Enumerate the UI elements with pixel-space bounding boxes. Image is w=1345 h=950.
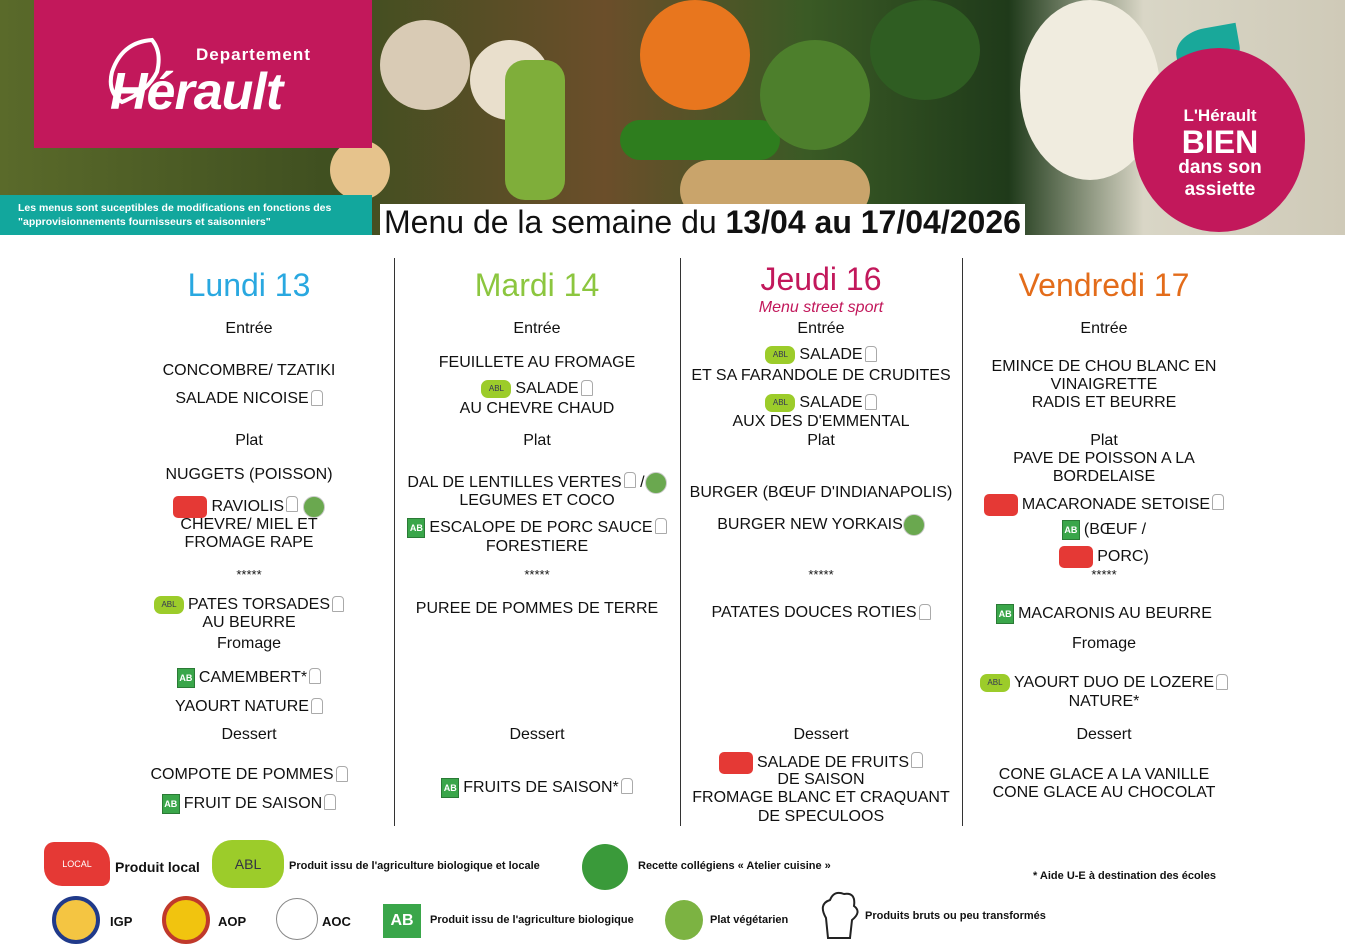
igp-icon [52,896,100,944]
asparagus-image [505,60,565,200]
menu-item: CONE GLACE A LA VANILLE [998,766,1210,783]
local-product-icon [1059,546,1093,568]
day-column-mardi [395,262,679,822]
menu-item: PUREE DE POMMES DE TERRE [415,600,659,617]
chef-hat-icon [919,604,931,620]
pepper-image [640,0,750,110]
header-banner [0,0,1345,235]
menu-item: YAOURT NATURE [104,698,394,716]
chef-hat-icon [324,794,336,810]
chef-hat-icon [311,698,323,714]
legend-bruts: Produits bruts ou peu transformés [865,910,1046,922]
menu-item: AB FRUITS DE SAISON* [395,778,679,798]
menu-item: ABL PATES TORSADES [104,596,394,614]
separator: ***** [236,567,262,582]
legend-atelier: Recette collégiens « Atelier cuisine » [638,860,831,872]
ab-organic-icon: AB [383,904,421,938]
chef-hat-icon [581,380,593,396]
ab-organic-icon: AB [1062,520,1080,540]
chef-hat-icon [865,346,877,362]
abl-icon: ABL [765,346,795,364]
menu-item: AU BEURRE [202,614,296,631]
menu-item: ABL SALADE [681,394,961,412]
menu-item: AB MACARONIS AU BEURRE [963,604,1245,624]
mushroom-image [380,20,470,110]
local-product-icon [173,496,207,518]
section-label: Entrée [1080,320,1128,337]
legend-abl: Produit issu de l'agriculture biologique et locale [289,860,540,872]
day-title: Mardi 14 [474,267,600,303]
chef-hat-icon [911,752,923,768]
chef-hat-icon [1216,674,1228,690]
menu-item: BURGER (BŒUF D'INDIANAPOLIS) [689,484,953,501]
abl-icon: ABL [481,380,511,398]
abl-icon: ABL [765,394,795,412]
menu-item: ABL SALADE [681,346,961,364]
ab-organic-icon: AB [177,668,195,688]
legend-aoc: AOC [322,914,351,929]
section-label: Dessert [509,726,565,743]
slogan-line-1: L'Hérault [1183,106,1257,125]
menu-item: VINAIGRETTE [1050,376,1158,393]
broccoli-image [870,0,980,100]
logo-department-label: Departement [196,45,311,64]
menu-item: AB CAMEMBERT* [104,668,394,688]
menu-item: AU CHEVRE CHAUD [459,400,615,417]
legend-aop: AOP [218,914,247,929]
section-label: Entrée [225,320,273,337]
menu-item: AB (BŒUF / [963,520,1245,540]
section-label: Plat [1090,432,1118,449]
day-column-jeudi [681,262,961,830]
chef-hat-icon [818,888,860,944]
menu-item: FROMAGE RAPE [184,534,314,551]
chef-hat-icon [621,778,633,794]
chef-hat-icon [655,518,667,534]
section-label: Entrée [797,320,845,337]
menu-item: BORDELAISE [1052,468,1156,485]
vegetarian-icon [303,496,325,518]
chef-hat-icon [332,596,344,612]
chef-hat-icon [865,394,877,410]
chef-hat-icon [309,668,321,684]
legend-igp: IGP [110,914,133,929]
menu-notice: Les menus sont suceptibles de modifications en fonctions des "approvisionnements fournisseurs et saisonniers" [0,195,372,235]
menu-item: NUGGETS (POISSON) [165,466,333,483]
legend-ab: Produit issu de l'agriculture biologique [430,914,634,926]
menu-item: CONCOMBRE/ TZATIKI [162,362,336,379]
title-dates: 13/04 au 17/04/2026 [725,204,1021,240]
ab-organic-icon: AB [162,794,180,814]
menu-item: DE SPECULOOS [757,808,885,825]
title-prefix: Menu de la semaine du [384,204,726,240]
menu-item: PATATES DOUCES ROTIES [681,604,961,622]
logo-name: Hérault [110,63,283,121]
menu-item: FROMAGE BLANC ET CRAQUANT [692,789,950,806]
menu-item: CHEVRE/ MIEL ET [180,516,318,533]
section-label: Entrée [513,320,561,337]
chef-hat-icon [286,496,298,512]
section-label: Fromage [1071,635,1137,652]
legend-local: Produit local [115,859,200,875]
section-label: Plat [807,432,835,449]
day-title: Vendredi 17 [1018,267,1190,303]
abl-icon: ABL [154,596,184,614]
aoc-icon [276,898,318,940]
menu-item: BURGER NEW YORKAIS [681,514,961,536]
section-label: Dessert [221,726,277,743]
day-title: Lundi 13 [187,267,311,303]
green-pepper-image [620,120,780,160]
vegetarian-icon [645,472,667,494]
menu-item: RAVIOLIS [104,496,394,518]
vegetarian-icon [665,900,703,940]
onion-image [330,140,390,200]
menu-item: PAVE DE POISSON A LA [1013,450,1195,467]
menu-item: CONE GLACE AU CHOCOLAT [992,784,1216,801]
ab-organic-icon: AB [441,778,459,798]
chef-hat-icon [336,766,348,782]
menu-item: COMPOTE DE POMMES [104,766,394,784]
menu-item: DAL DE LENTILLES VERTES / [395,472,679,494]
cabbage-image [760,40,870,150]
menu-item: NATURE* [1068,693,1140,710]
menu-item: AB FRUIT DE SAISON [104,794,394,814]
menu-item: FORESTIERE [485,538,589,555]
menu-item: EMINCE DE CHOU BLANC EN [991,358,1217,375]
section-label: Dessert [1076,726,1132,743]
chef-hat-icon [311,390,323,406]
local-product-icon [984,494,1018,516]
section-label: Plat [523,432,551,449]
slogan-line-4: assiette [1184,179,1256,200]
aop-icon [162,896,210,944]
section-label: Plat [235,432,263,449]
chef-hat-icon [1212,494,1224,510]
abl-icon: ABL [980,674,1010,692]
abl-icon: ABL [212,840,284,888]
menu-item: RADIS ET BEURRE [1031,394,1177,411]
section-label: Dessert [793,726,849,743]
legend-vegetarien: Plat végétarien [710,914,789,926]
menu-item: AUX DES D'EMMENTAL [732,413,910,430]
menu-item: ABL YAOURT DUO DE LOZERE [963,674,1245,692]
day-column-vendredi [963,262,1245,822]
day-title: Jeudi 16 [760,261,882,297]
menu-item: AB ESCALOPE DE PORC SAUCE [395,518,679,538]
separator: ***** [1091,567,1117,582]
page-title [380,204,1025,241]
day-subtitle: Menu street sport [758,299,884,316]
menu-item: PORC) [963,546,1245,568]
slogan-line-2: BIEN [1181,124,1259,160]
menu-item: MACARONADE SETOISE [963,494,1245,516]
day-column-lundi [104,262,394,822]
menu-item: LEGUMES ET COCO [459,492,615,509]
legend-aide: * Aide U-E à destination des écoles [1033,870,1216,882]
slogan-text [1145,105,1295,201]
vegetarian-icon [903,514,925,536]
separator: ***** [524,567,550,582]
menu-item: ET SA FARANDOLE DE CRUDITES [691,367,951,384]
chef-hat-icon [624,472,636,488]
atelier-cuisine-icon [582,844,628,890]
ab-organic-icon: AB [996,604,1014,624]
menu-item: SALADE DE FRUITS [681,752,961,774]
local-product-icon: LOCAL [44,842,110,886]
section-label: Fromage [216,635,282,652]
menu-item: FEUILLETE AU FROMAGE [438,354,636,371]
menu-item: SALADE NICOISE [104,390,394,408]
menu-item: ABL SALADE [395,380,679,398]
ab-organic-icon: AB [407,518,425,538]
menu-item: DE SAISON [777,771,865,788]
separator: ***** [808,567,834,582]
slogan-line-3: dans son [1178,157,1262,178]
